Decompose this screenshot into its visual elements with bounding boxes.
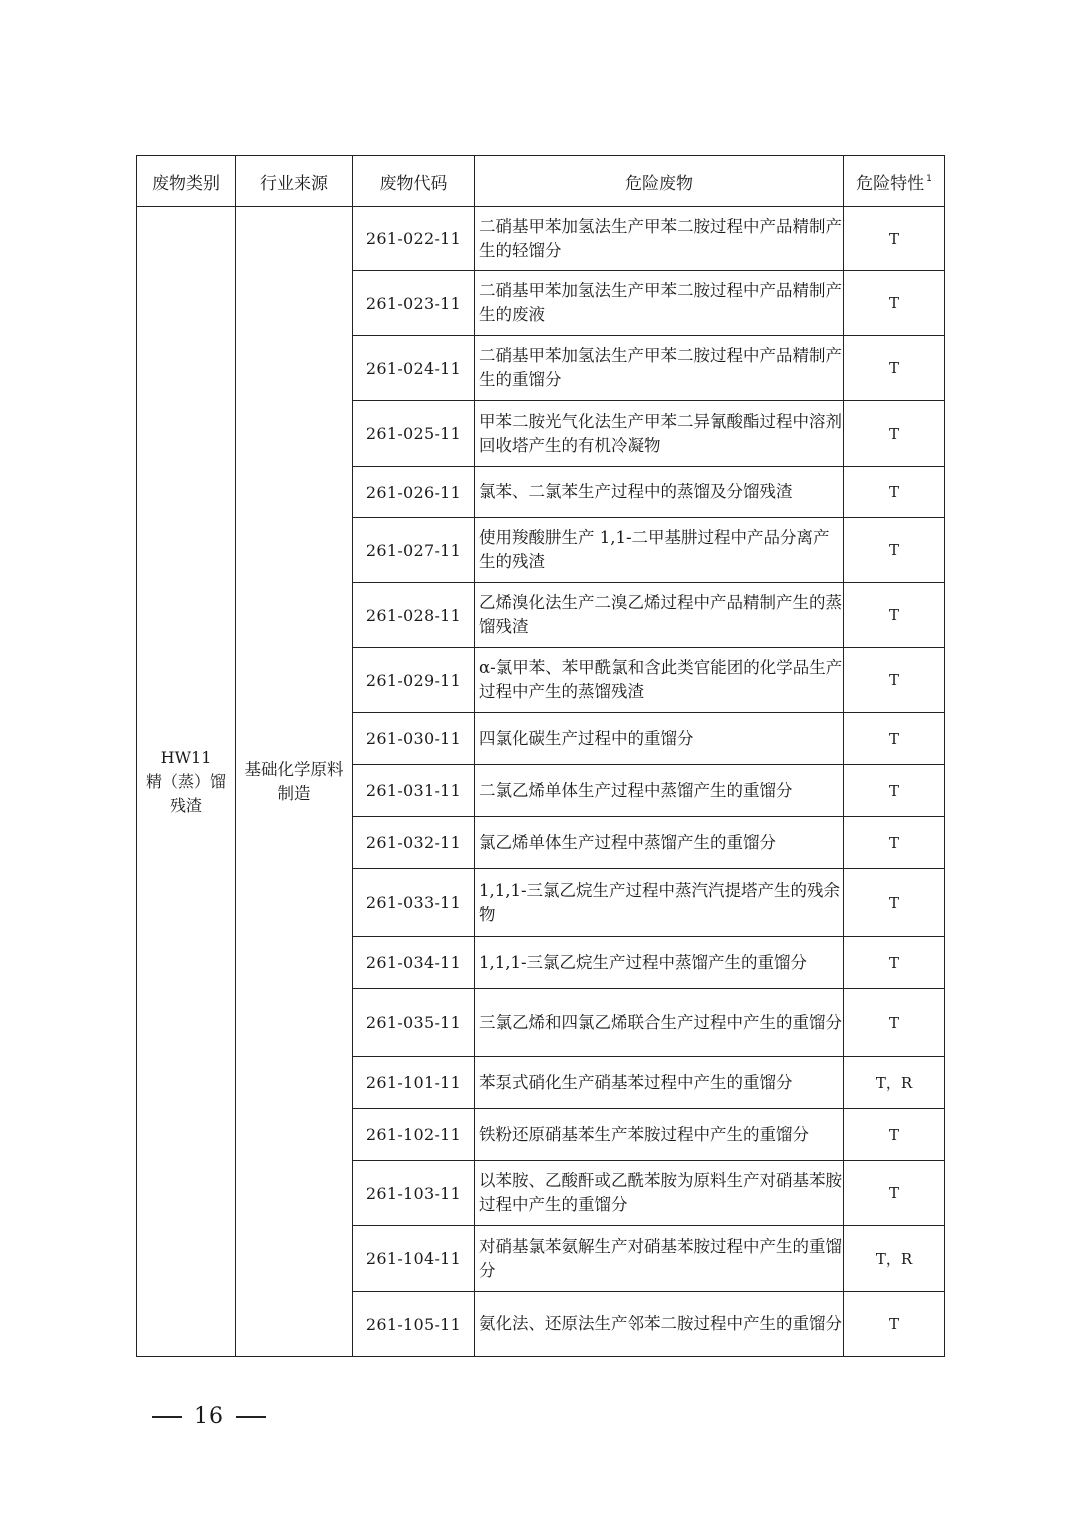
hazard-characteristic: T bbox=[844, 765, 945, 817]
waste-description: 二氯乙烯单体生产过程中蒸馏产生的重馏分 bbox=[475, 765, 844, 817]
source-cell bbox=[236, 207, 353, 1357]
category-code: HW11 bbox=[160, 747, 212, 767]
waste-code: 261-022-11 bbox=[353, 207, 475, 271]
hazard-characteristic: T bbox=[844, 1292, 945, 1357]
waste-description: 1,1,1-三氯乙烷生产过程中蒸馏产生的重馏分 bbox=[475, 937, 844, 989]
category-name-line1: 精（蒸）馏 bbox=[145, 771, 226, 791]
waste-description: 1,1,1-三氯乙烷生产过程中蒸汽汽提塔产生的残余物 bbox=[475, 869, 844, 937]
waste-code: 261-034-11 bbox=[353, 937, 475, 989]
hazard-characteristic: T bbox=[844, 937, 945, 989]
hazard-characteristic: T，R bbox=[844, 1057, 945, 1109]
hazard-characteristic: T bbox=[844, 467, 945, 518]
hazard-characteristic: T bbox=[844, 207, 945, 271]
table-row bbox=[137, 207, 945, 271]
waste-code: 261-024-11 bbox=[353, 336, 475, 401]
hazard-characteristic: T bbox=[844, 583, 945, 648]
hazard-characteristic: T bbox=[844, 1161, 945, 1226]
waste-code: 261-035-11 bbox=[353, 989, 475, 1057]
waste-description: 使用羧酸肼生产 1,1-二甲基肼过程中产品分离产生的残渣 bbox=[475, 518, 844, 583]
waste-description: 苯泵式硝化生产硝基苯过程中产生的重馏分 bbox=[475, 1057, 844, 1109]
hazard-characteristic: T bbox=[844, 817, 945, 869]
source-line2: 制造 bbox=[277, 783, 311, 803]
hazard-characteristic: T，R bbox=[844, 1226, 945, 1292]
hazard-characteristic: T bbox=[844, 401, 945, 467]
hazard-characteristic: T bbox=[844, 869, 945, 937]
waste-description: 二硝基甲苯加氢法生产甲苯二胺过程中产品精制产生的废液 bbox=[475, 271, 844, 336]
waste-description: 乙烯溴化法生产二溴乙烯过程中产品精制产生的蒸馏残渣 bbox=[475, 583, 844, 648]
header-code: 废物代码 bbox=[353, 156, 475, 207]
waste-description: 甲苯二胺光气化法生产甲苯二异氰酸酯过程中溶剂回收塔产生的有机冷凝物 bbox=[475, 401, 844, 467]
waste-description: 二硝基甲苯加氢法生产甲苯二胺过程中产品精制产生的轻馏分 bbox=[475, 207, 844, 271]
waste-code: 261-101-11 bbox=[353, 1057, 475, 1109]
waste-description: 以苯胺、乙酸酐或乙酰苯胺为原料生产对硝基苯胺过程中产生的重馏分 bbox=[475, 1161, 844, 1226]
waste-description: 氯苯、二氯苯生产过程中的蒸馏及分馏残渣 bbox=[475, 467, 844, 518]
waste-code: 261-026-11 bbox=[353, 467, 475, 518]
waste-code: 261-032-11 bbox=[353, 817, 475, 869]
waste-code: 261-103-11 bbox=[353, 1161, 475, 1226]
waste-code: 261-105-11 bbox=[353, 1292, 475, 1357]
waste-description: 四氯化碳生产过程中的重馏分 bbox=[475, 713, 844, 765]
page-footer bbox=[140, 1404, 278, 1429]
hazard-characteristic: T bbox=[844, 1109, 945, 1161]
hazard-characteristic: T bbox=[844, 648, 945, 713]
waste-code: 261-025-11 bbox=[353, 401, 475, 467]
waste-code: 261-023-11 bbox=[353, 271, 475, 336]
waste-code: 261-102-11 bbox=[353, 1109, 475, 1161]
waste-code: 261-027-11 bbox=[353, 518, 475, 583]
waste-code: 261-029-11 bbox=[353, 648, 475, 713]
header-waste: 危险废物 bbox=[475, 156, 844, 207]
waste-description: α-氯甲苯、苯甲酰氯和含此类官能团的化学品生产过程中产生的蒸馏残渣 bbox=[475, 648, 844, 713]
category-cell bbox=[137, 207, 236, 1357]
table-header-row bbox=[137, 156, 945, 207]
waste-description: 氨化法、还原法生产邻苯二胺过程中产生的重馏分 bbox=[475, 1292, 844, 1357]
waste-description: 氯乙烯单体生产过程中蒸馏产生的重馏分 bbox=[475, 817, 844, 869]
footer-dash-left bbox=[152, 1416, 182, 1418]
page-number: 16 bbox=[194, 1404, 224, 1429]
waste-description: 铁粉还原硝基苯生产苯胺过程中产生的重馏分 bbox=[475, 1109, 844, 1161]
hazard-characteristic: T bbox=[844, 271, 945, 336]
waste-description: 二硝基甲苯加氢法生产甲苯二胺过程中产品精制产生的重馏分 bbox=[475, 336, 844, 401]
hazard-characteristic: T bbox=[844, 713, 945, 765]
waste-code: 261-031-11 bbox=[353, 765, 475, 817]
waste-code: 261-028-11 bbox=[353, 583, 475, 648]
footer-dash-right bbox=[236, 1416, 266, 1418]
hazard-characteristic: T bbox=[844, 989, 945, 1057]
category-name-line2: 残渣 bbox=[169, 795, 202, 815]
waste-code: 261-033-11 bbox=[353, 869, 475, 937]
source-line1: 基础化学原料 bbox=[244, 759, 344, 779]
header-source: 行业来源 bbox=[236, 156, 353, 207]
waste-code: 261-104-11 bbox=[353, 1226, 475, 1292]
header-hazard: 危险特性 $^1$ bbox=[844, 156, 945, 207]
header-category: 废物类别 bbox=[137, 156, 236, 207]
hazard-footnote-mark: 1 bbox=[926, 173, 932, 184]
waste-description: 三氯乙烯和四氯乙烯联合生产过程中产生的重馏分 bbox=[475, 989, 844, 1057]
waste-code: 261-030-11 bbox=[353, 713, 475, 765]
hazard-characteristic: T bbox=[844, 518, 945, 583]
hazard-characteristic: T bbox=[844, 336, 945, 401]
hazardous-waste-table bbox=[136, 155, 945, 1357]
waste-description: 对硝基氯苯氨解生产对硝基苯胺过程中产生的重馏分 bbox=[475, 1226, 844, 1292]
